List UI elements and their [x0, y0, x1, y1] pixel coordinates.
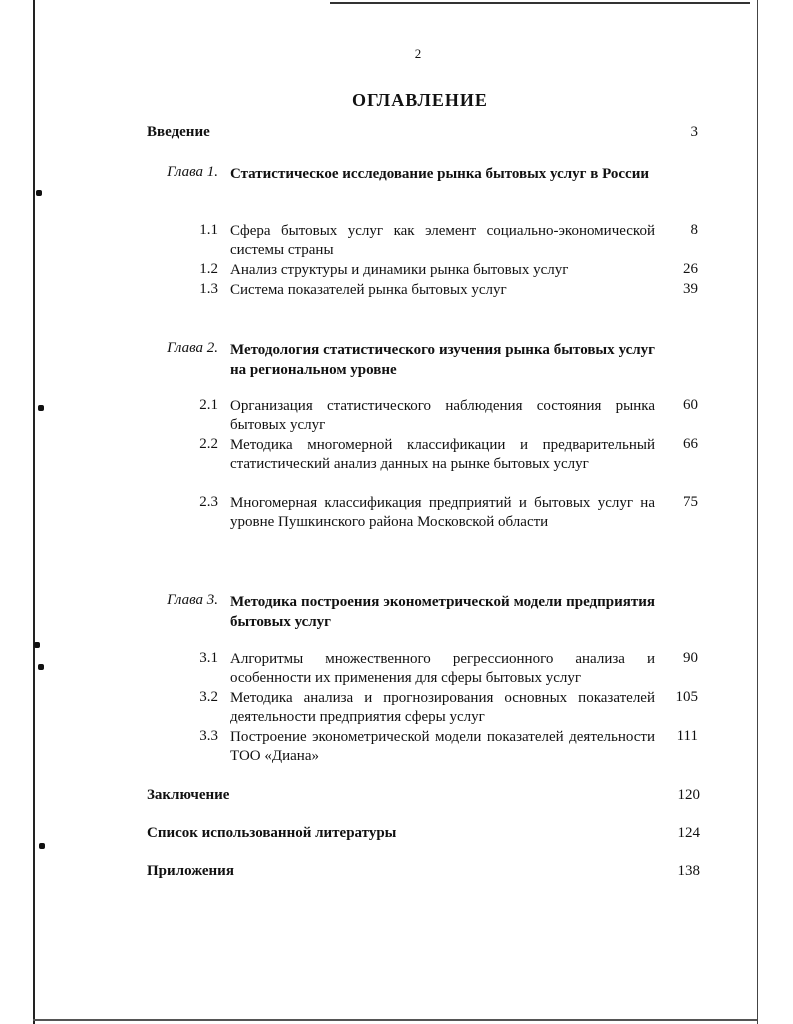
section-2-2-page: 66: [683, 436, 698, 452]
section-1-2-page: 26: [683, 261, 698, 277]
page-title: ОГЛАВЛЕНИЕ: [352, 90, 488, 110]
section-1-1-title[interactable]: Сфера бытовых услуг как элемент социально-экономической системы страны: [230, 223, 655, 258]
section-3-1-page: 90: [683, 650, 698, 666]
section-2-1-page: 60: [683, 397, 698, 413]
chapter-1-label: Глава 1.: [167, 164, 218, 180]
scan-speck: [34, 642, 40, 648]
scan-edge-left: [33, 0, 35, 1024]
section-3-3-num: 3.3: [199, 728, 218, 744]
scan-speck: [36, 190, 42, 196]
section-2-3-page: 75: [683, 494, 698, 510]
scan-edge-top: [330, 2, 750, 4]
chapter-2-title[interactable]: Методология статистического изучения рынка бытовых услуг на региональном уровне: [230, 342, 655, 378]
toc-conclusion-label[interactable]: Заключение: [147, 787, 230, 803]
scan-speck: [38, 664, 44, 670]
section-1-1-page: 8: [690, 222, 698, 238]
section-3-2-num: 3.2: [199, 689, 218, 705]
section-3-2-page: 105: [675, 689, 698, 705]
scan-speck: [39, 843, 45, 849]
toc-conclusion-page: 120: [677, 787, 700, 803]
toc-references-label[interactable]: Список использованной литературы: [147, 825, 397, 841]
chapter-3-title[interactable]: Методика построения эконометрической модели предприятия бытовых услуг: [230, 594, 655, 630]
section-3-2-title[interactable]: Методика анализа и прогнозирования основных показателей деятельности предприятия сферы услуг: [230, 690, 655, 725]
page-number: 2: [414, 46, 422, 61]
section-2-3-title[interactable]: Многомерная классификация предприятий и бытовых услуг на уровне Пушкинского района Московской области: [230, 495, 655, 530]
toc-references-page: 124: [677, 825, 700, 841]
section-1-2-num: 1.2: [199, 261, 218, 277]
scan-edge-bottom: [33, 1019, 757, 1021]
scan-edge-right: [757, 0, 758, 1024]
toc-intro-page: 3: [690, 124, 698, 140]
section-1-3-num: 1.3: [199, 281, 218, 297]
section-2-1-num: 2.1: [199, 397, 218, 413]
section-3-3-page: 111: [676, 728, 698, 744]
toc-appendices-page: 138: [677, 863, 700, 879]
section-3-1-num: 3.1: [199, 650, 218, 666]
toc-intro-label[interactable]: Введение: [147, 124, 210, 140]
chapter-3-label: Глава 3.: [167, 592, 218, 608]
section-1-1-num: 1.1: [199, 222, 218, 238]
section-1-2-title[interactable]: Анализ структуры и динамики рынка бытовых услуг: [230, 262, 569, 278]
section-3-3-title[interactable]: Построение эконометрической модели показателей деятельности ТОО «Диана»: [230, 729, 655, 764]
section-2-3-num: 2.3: [199, 494, 218, 510]
section-2-2-title[interactable]: Методика многомерной классификации и предварительный статистический анализ данных на рынке бытовых услуг: [230, 437, 655, 472]
section-1-3-title[interactable]: Система показателей рынка бытовых услуг: [230, 282, 507, 298]
section-1-3-page: 39: [683, 281, 698, 297]
toc-appendices-label[interactable]: Приложения: [147, 863, 234, 879]
section-2-1-title[interactable]: Организация статистического наблюдения состояния рынка бытовых услуг: [230, 398, 655, 433]
chapter-1-title[interactable]: Статистическое исследование рынка бытовых услуг в России: [230, 166, 649, 182]
scan-speck: [38, 405, 44, 411]
section-3-1-title[interactable]: Алгоритмы множественного регрессионного анализа и особенности их применения для сферы бытовых услуг: [230, 651, 655, 686]
chapter-2-label: Глава 2.: [167, 340, 218, 356]
section-2-2-num: 2.2: [199, 436, 218, 452]
